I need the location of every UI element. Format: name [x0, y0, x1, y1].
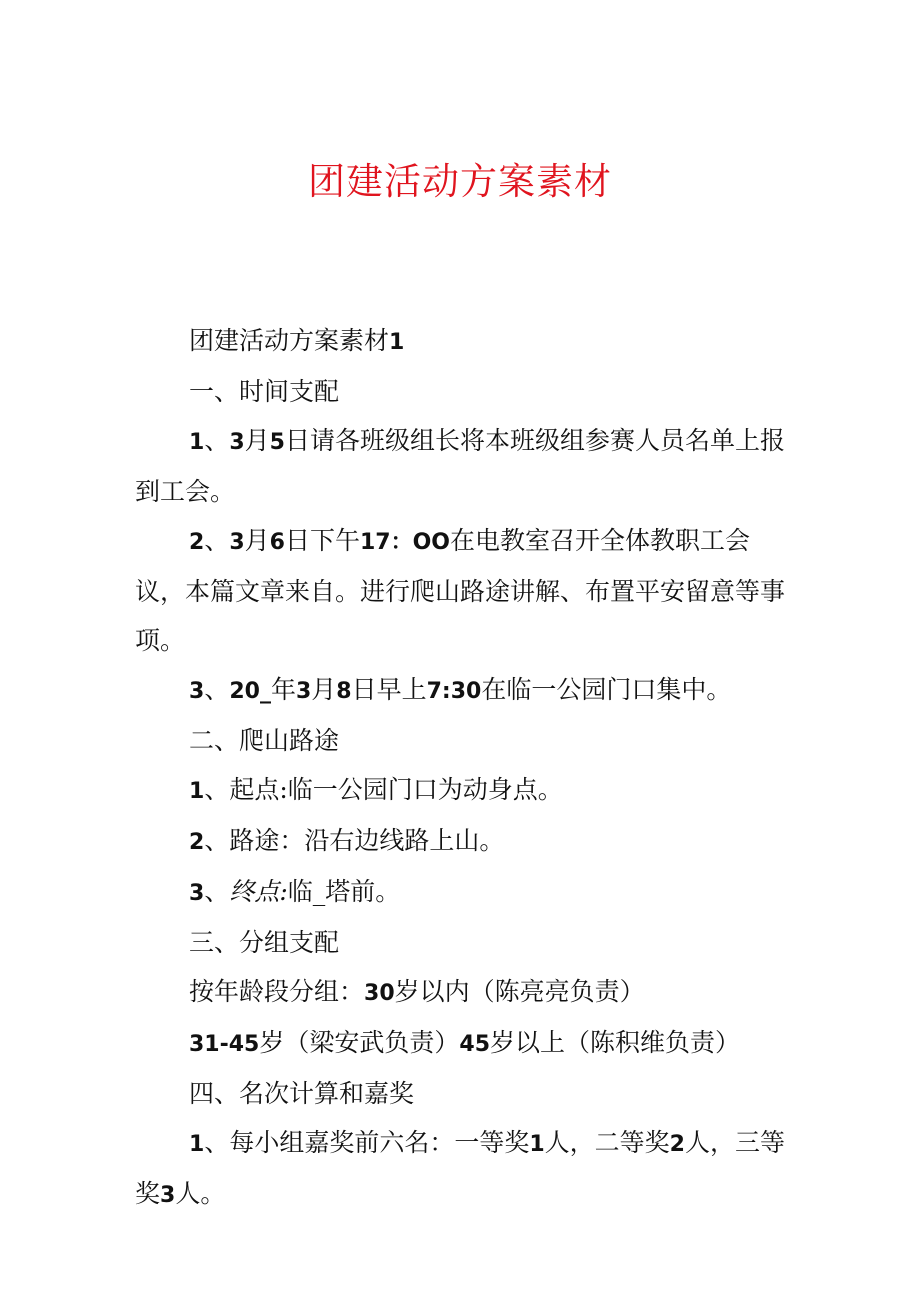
list-item-route-2 — [135, 816, 785, 867]
subtitle-number: 1 — [389, 330, 405, 355]
item-text: 人，二等奖 — [544, 1128, 670, 1157]
section-heading-route: 二、爬山路途 — [189, 726, 340, 755]
item-number: 3 — [229, 430, 245, 455]
item-text-italic: 终点: — [229, 877, 288, 906]
item-text: 、 — [204, 877, 230, 906]
item-number: 2 — [189, 530, 205, 555]
item-text: 日请各班级组长将本班级组参赛人员名单上报到工会。 — [135, 426, 785, 506]
item-text: 月 — [244, 426, 270, 455]
item-number: 20_ — [229, 679, 271, 704]
item-number: 1 — [189, 430, 205, 455]
list-item-route-1 — [135, 765, 785, 816]
document-body — [135, 316, 785, 1220]
item-number: 30 — [364, 981, 395, 1006]
list-item-route-3 — [135, 867, 785, 918]
item-number: 8 — [336, 679, 352, 704]
section-heading-awards: 四、名次计算和嘉奖 — [189, 1079, 415, 1108]
item-text: 年 — [270, 675, 296, 704]
item-text: 、每小组嘉奖前六名：一等奖 — [204, 1128, 530, 1157]
item-number: 2 — [669, 1132, 685, 1157]
list-item-time-1 — [135, 416, 785, 516]
item-number: 1 — [189, 1132, 205, 1157]
item-text: 人，三等奖 — [135, 1128, 785, 1208]
section-heading-time: 一、时间支配 — [189, 377, 340, 406]
item-number: 3 — [189, 881, 205, 906]
list-item-awards-1 — [135, 1118, 785, 1220]
item-number: 5 — [269, 430, 285, 455]
item-number: 6 — [269, 530, 285, 555]
item-number: 7:30 — [426, 679, 482, 704]
item-text: 、 — [204, 526, 230, 555]
item-number: 3 — [295, 679, 312, 704]
item-number: 3 — [189, 679, 205, 704]
item-text: 月 — [244, 526, 270, 555]
item-text: 岁以上（陈积维负责） — [490, 1028, 741, 1057]
groups-line-1 — [135, 967, 785, 1018]
item-text: 在电教室召开全体教职工会议，本篇文章来自。进行爬山路途讲解、布置平安留意等事项。 — [135, 526, 786, 655]
list-item-time-3 — [135, 665, 785, 716]
item-text: 岁（梁安武负责） — [259, 1028, 460, 1057]
item-text: 、起点:临一公园门口为动身点。 — [204, 775, 563, 804]
item-number: 1 — [189, 779, 205, 804]
item-text: 日下午 — [284, 526, 360, 555]
list-item-time-2 — [135, 516, 785, 665]
item-text: 、路途：沿右边线路上山。 — [204, 826, 505, 855]
item-text: 、 — [204, 675, 230, 704]
document-title: 团建活动方案素材 — [308, 160, 612, 203]
item-number: 45 — [459, 1032, 491, 1057]
item-number: 1 — [529, 1132, 545, 1157]
item-number: 31-45 — [189, 1032, 260, 1057]
subtitle-text: 团建活动方案素材 — [189, 326, 390, 355]
item-text: 在临一公园门口集中。 — [481, 675, 732, 704]
section-heading-groups: 三、分组支配 — [189, 928, 340, 957]
item-number: 17：OO — [359, 530, 451, 555]
item-text: 按年龄段分组： — [189, 977, 365, 1006]
item-text: 岁以内（陈亮亮负责） — [394, 977, 645, 1006]
item-text: 人。 — [175, 1179, 226, 1208]
groups-line-2 — [135, 1018, 785, 1069]
item-number: 2 — [189, 830, 205, 855]
item-number: 3 — [229, 530, 245, 555]
item-text: 、 — [204, 426, 230, 455]
subtitle — [135, 316, 785, 367]
item-text: 月 — [311, 675, 337, 704]
item-text: 临_塔前。 — [287, 877, 401, 906]
item-text: 日早上 — [351, 675, 427, 704]
item-number: 3 — [160, 1183, 176, 1208]
